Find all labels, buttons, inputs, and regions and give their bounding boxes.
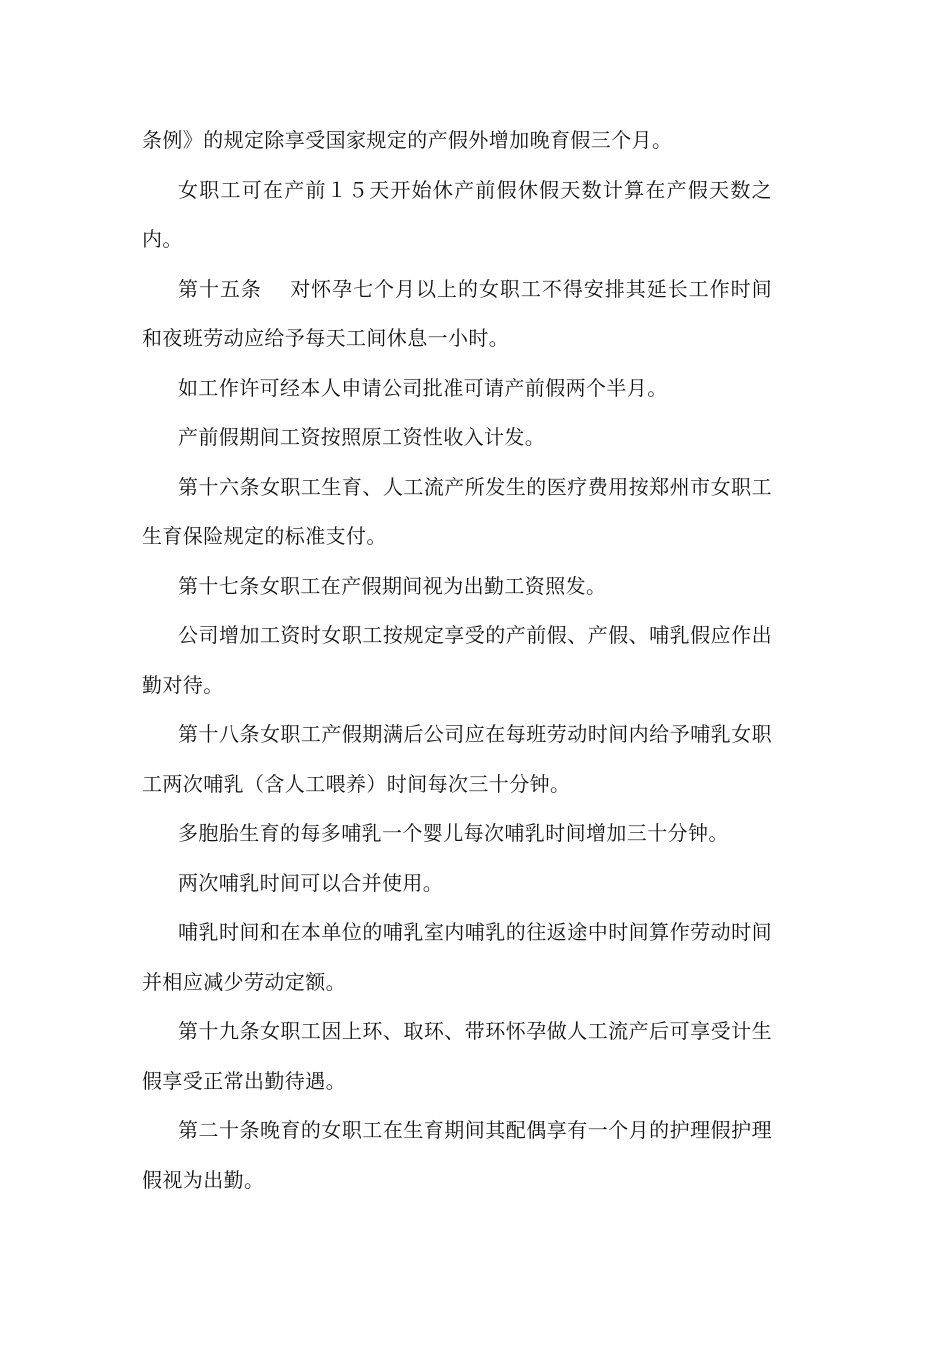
paragraph-9: 第十八条女职工产假期满后公司应在每班劳动时间内给予哺乳女职工两次哺乳（含人工喂养）时间每次三十分钟。: [142, 722, 772, 796]
paragraph-10: 多胞胎生育的每多哺乳一个婴儿每次哺乳时间增加三十分钟。: [178, 821, 729, 845]
paragraph-3: 第十五条 对怀孕七个月以上的女职工不得安排其延长工作时间和夜班劳动应给予每天工间休息一小时。: [142, 276, 772, 350]
paragraph-14: 第二十条晚育的女职工在生育期间其配偶享有一个月的护理假护理假视为出勤。: [142, 1118, 772, 1192]
paragraph-7: 第十七条女职工在产假期间视为出勤工资照发。: [178, 573, 607, 598]
paragraph-6: 第十六条女职工生育、人工流产所发生的医疗费用按郑州市女职工生育保险规定的标准支付。: [142, 474, 772, 548]
paragraph-5: 产前假期间工资按照原工资性收入计发。: [178, 425, 546, 449]
paragraph-13: 第十九条女职工因上环、取环、带环怀孕做人工流产后可享受计生假享受正常出勤待遇。: [142, 1019, 772, 1093]
paragraph-4: 如工作许可经本人申请公司批准可请产前假两个半月。: [178, 375, 668, 400]
document-body: [142, 116, 772, 1205]
paragraph-12: 哺乳时间和在本单位的哺乳室内哺乳的往返途中时间算作劳动时间并相应减少劳动定额。: [142, 920, 772, 994]
paragraph-1: 条例》的规定除享受国家规定的产假外增加晚育假三个月。: [142, 128, 673, 152]
paragraph-2: 女职工可在产前１５天开始休产前假休假天数计算在产假天数之内。: [142, 177, 772, 251]
paragraph-8: 公司增加工资时女职工按规定享受的产前假、产假、哺乳假应作出勤对待。: [142, 623, 772, 697]
paragraph-11: 两次哺乳时间可以合并使用。: [178, 870, 444, 895]
